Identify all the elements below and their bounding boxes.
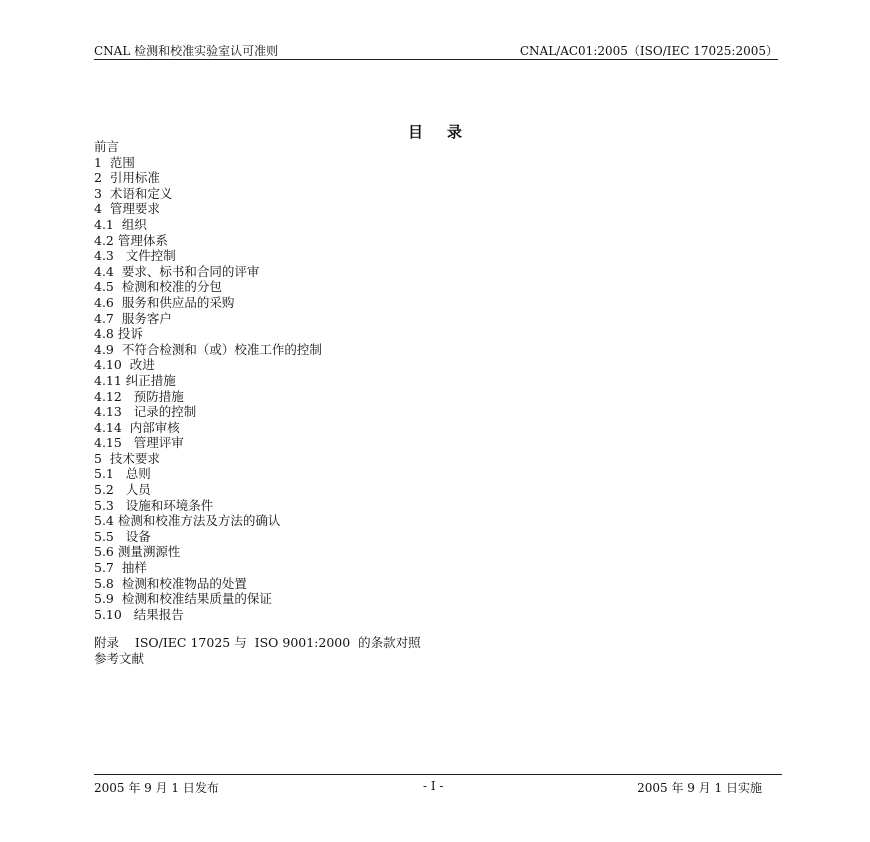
toc-entry: 3 术语和定义	[94, 185, 173, 201]
toc-entry: 5 技术要求	[94, 450, 160, 466]
toc-entry: 5.10 结果报告	[94, 606, 184, 622]
toc-entry: 5.5 设备	[94, 528, 151, 544]
toc-entry: 5.3 设施和环境条件	[94, 497, 214, 513]
toc-entry: 4.11 纠正措施	[94, 372, 176, 388]
footer-page-number: - I -	[423, 779, 444, 793]
toc-entry: 5.7 抽样	[94, 560, 147, 576]
toc-entry: 4.1 组织	[94, 216, 147, 232]
toc-entry: 5.1 总则	[94, 466, 151, 482]
toc-entry: 4.7 服务客户	[94, 310, 172, 326]
toc-entry: 5.4 检测和校准方法及方法的确认	[94, 513, 281, 529]
footer-effective-date: 2005 年 9 月 1 日实施	[637, 781, 762, 795]
toc-entry: 5.6 测量溯源性	[94, 544, 181, 560]
appendix-section	[94, 635, 421, 667]
footer-divider	[94, 774, 782, 775]
toc-entry: 4.3 文件控制	[94, 248, 176, 264]
toc-entry: 4.6 服务和供应品的采购	[94, 294, 235, 310]
toc-entry: 4.8 投诉	[94, 326, 143, 342]
toc-entry: 4.14 内部审核	[94, 419, 180, 435]
title-char-1: 目	[407, 123, 423, 141]
toc-entry: 4.2 管理体系	[94, 232, 168, 248]
header-standard-name: CNAL 检测和校准实验室认可准则	[94, 44, 279, 58]
toc-entry: 4.9 不符合检测和（或）校准工作的控制	[94, 341, 322, 357]
appendix-entry: 附录 ISO/IEC 17025 与 ISO 9001:2000 的条款对照	[94, 635, 421, 650]
toc-entry: 1 范围	[94, 154, 135, 170]
table-of-contents	[94, 139, 322, 622]
header-standard-code: CNAL/AC01:2005（ISO/IEC 17025:2005）	[519, 44, 778, 58]
page-footer	[94, 779, 782, 795]
toc-entry: 4.10 改进	[94, 357, 155, 373]
footer-release-date: 2005 年 9 月 1 日发布	[94, 781, 219, 795]
references-entry: 参考文献	[94, 651, 145, 666]
toc-entry: 4.4 要求、标书和合同的评审	[94, 263, 260, 279]
toc-entry: 2 引用标准	[94, 170, 160, 186]
title-char-2: 录	[447, 123, 463, 141]
toc-entry: 4.15 管理评审	[94, 435, 184, 451]
page-header	[94, 42, 778, 60]
toc-entry: 5.9 检测和校准结果质量的保证	[94, 591, 272, 607]
toc-entry: 4.5 检测和校准的分包	[94, 279, 222, 295]
header-divider	[94, 59, 778, 60]
toc-entry: 5.8 检测和校准物品的处置	[94, 575, 247, 591]
toc-entry: 4.12 预防措施	[94, 388, 184, 404]
toc-entry: 5.2 人员	[94, 482, 151, 498]
toc-entry: 4.13 记录的控制	[94, 404, 197, 420]
toc-entry: 前言	[94, 139, 120, 154]
toc-entry: 4 管理要求	[94, 201, 160, 217]
